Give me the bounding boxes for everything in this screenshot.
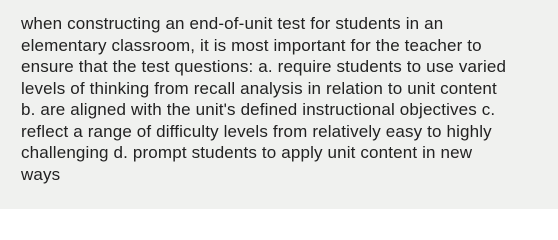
question-text: when constructing an end-of-unit test for students in an elementary classroom, it is most important for the teacher to ensure that the test questions: a. require students to use varied levels of thinking from recall analysis in relation to unit content b. are aligned with the unit's defined instructional objectives c. reflect a range of difficulty levels from relatively easy to highly challenging d. prompt students to apply unit content in new ways (21, 14, 507, 184)
